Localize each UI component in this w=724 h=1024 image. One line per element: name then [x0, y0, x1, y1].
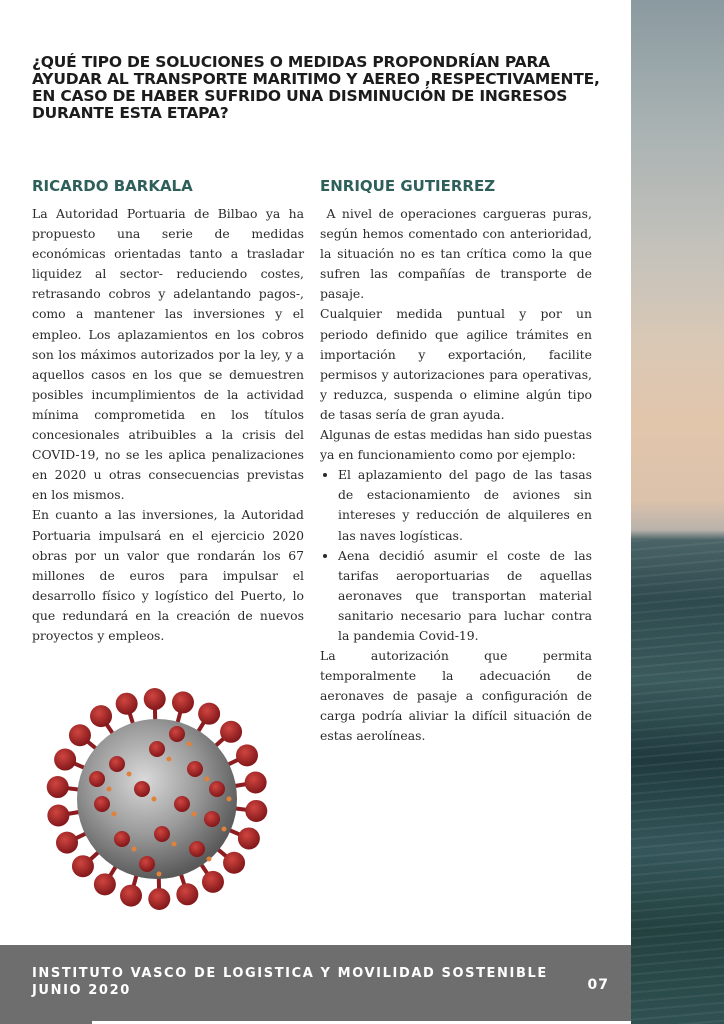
surface-spike — [139, 856, 155, 872]
spike-head — [172, 691, 194, 713]
spike-head — [148, 888, 170, 910]
surface-spike — [114, 831, 130, 847]
question-heading: ¿QUÉ TIPO DE SOLUCIONES O MEDIDAS PROPONDRÍAN PARA AYUDAR AL TRANSPORTE MARITIMO Y AEREO ,RESPECTIVAMENTE, EN CASO DE HABER SUFRIDO UNA DISMINUCIÓN DE INGRESOS DURANTE ESTA ETAPA? — [32, 53, 600, 122]
spike-head — [69, 724, 91, 746]
list-item: • El aplazamiento del pago de las tasas de estacionamiento de aviones sin intereses y reducción de alquileres en las naves logísticas. — [338, 465, 592, 545]
spike-head — [220, 721, 242, 743]
footer-tab — [0, 1020, 92, 1024]
measures-list — [320, 465, 592, 646]
spike-head — [54, 749, 76, 771]
left-paragraph: En cuanto a las inversiones, la Autoridad Portuaria impulsará en el ejercicio 2020 obras por un valor que rondarán los 67 millones de euros para impulsar el desarrollo físico y logístico del Puerto, lo que redundará en la creación de nuevos proyectos y empleos. — [32, 507, 304, 643]
coronavirus-icon — [42, 686, 272, 912]
spike-head — [236, 744, 258, 766]
surface-spike — [154, 826, 170, 842]
surface-dot — [167, 757, 172, 762]
list-item: • Aena decidió asumir el coste de las tarifas aeroportuarias de aquellas aeronaves que transportan material sanitario necesario para luchar contra la pandemia Covid-19. — [338, 546, 592, 646]
surface-dot — [205, 777, 210, 782]
spike-head — [144, 688, 166, 710]
surface-dot — [222, 827, 227, 832]
surface-dot — [107, 787, 112, 792]
author-heading-right: ENRIQUE GUTIERREZ — [320, 177, 496, 195]
spike-head — [120, 885, 142, 907]
spike-head — [90, 705, 112, 727]
spike-head — [245, 800, 267, 822]
surface-dot — [192, 812, 197, 817]
spike-head — [94, 873, 116, 895]
spike-head — [198, 703, 220, 725]
surface-dot — [187, 742, 192, 747]
sea-waves-texture — [631, 540, 724, 1024]
right-paragraph: Cualquier medida puntual y por un periodo definido que agilice trámites en importación y exportación, facilite permisos y autorizaciones para operativas, y reduzca, suspenda o elimine algún tipo de tasas sería de gran ayuda. — [320, 306, 592, 422]
footer-bar — [0, 945, 631, 1021]
surface-spike — [149, 741, 165, 757]
surface-spike — [89, 771, 105, 787]
right-paragraph: Algunas de estas medidas han sido puestas ya en funcionamiento como por ejemplo: — [320, 427, 592, 463]
surface-spike — [169, 726, 185, 742]
surface-dot — [152, 797, 157, 802]
author-heading-left: RICARDO BARKALA — [32, 177, 193, 195]
surface-spike — [187, 761, 203, 777]
right-paragraph: A nivel de operaciones cargueras puras, según hemos comentado con anterioridad, la situación no es tan crítica como la que sufren las compañías de transporte de pasaje. — [320, 206, 596, 302]
spike-head — [47, 804, 69, 826]
surface-spike — [174, 796, 190, 812]
surface-dot — [157, 872, 162, 877]
surface-dot — [112, 812, 117, 817]
spike-head — [56, 832, 78, 854]
spike-head — [116, 693, 138, 715]
page-number: 07 — [587, 977, 609, 993]
surface-spike — [109, 756, 125, 772]
surface-spike — [134, 781, 150, 797]
right-closing-paragraph: La autorización que permita temporalmente la adecuación de aeronaves de pasaje a configuración de carga podría aliviar la difícil situación de estas aerolíneas. — [320, 648, 592, 744]
spike-head — [47, 776, 69, 798]
footer-date: JUNIO 2020 — [32, 983, 131, 998]
footer-organization: INSTITUTO VASCO DE LOGISTICA Y MOVILIDAD SOSTENIBLE — [32, 966, 548, 981]
surface-dot — [172, 842, 177, 847]
surface-spike — [189, 841, 205, 857]
spike-head — [202, 871, 224, 893]
spike-head — [223, 852, 245, 874]
spike-head — [238, 827, 260, 849]
surface-dot — [127, 772, 132, 777]
surface-dot — [227, 797, 232, 802]
surface-dot — [207, 857, 212, 862]
spike-head — [176, 883, 198, 905]
surface-spike — [209, 781, 225, 797]
surface-dot — [132, 847, 137, 852]
right-column — [320, 176, 596, 747]
spike-head — [245, 772, 267, 794]
left-paragraph: La Autoridad Portuaria de Bilbao ya ha propuesto una serie de medidas económicas orientadas tanto a trasladar liquidez al sector- reduciendo costes, retrasando cobros y adelantando pagos-, como a mantener las inversiones y el empleo. Los aplazamientos en los cobros son los máximos autorizados por la ley, y a aquellos casos en los que se demuestren posibles incumplimientos de la actividad mínima comprometida en los títulos concesionales atribuibles a la crisis del COVID-19, no se les aplica penalizaciones en 2020 u otras consecuencias previstas en los mismos. — [32, 206, 304, 503]
surface-spike — [204, 811, 220, 827]
surface-spike — [94, 796, 110, 812]
spike-head — [72, 855, 94, 877]
left-column — [32, 176, 304, 646]
